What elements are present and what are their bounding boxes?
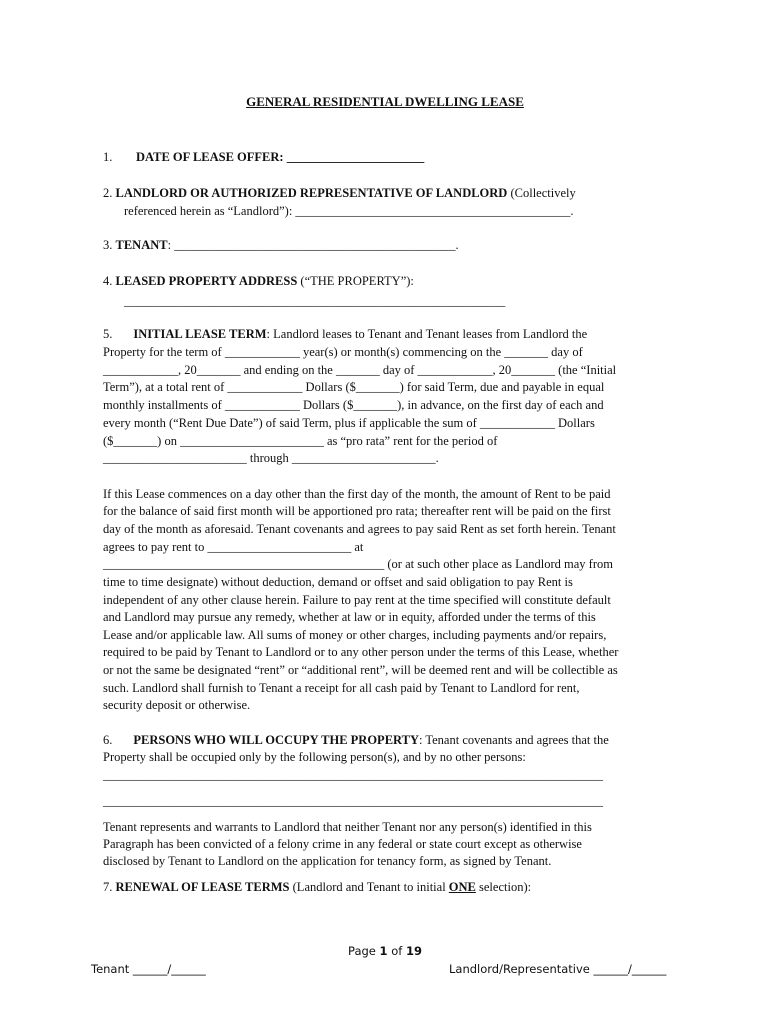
rent-paragraph-line: independent of any other clause herein. Failure to pay rent at the time specified will constitute default	[103, 593, 611, 607]
rent-paragraph-line: time to time designate) without deduction, demand or offset and said obligation to pay Rent is	[103, 575, 573, 589]
representation-paragraph-line: disclosed by Tenant to Landlord on the application for tenancy form, as signed by Tenant.	[103, 854, 552, 868]
page-of: of	[387, 944, 406, 958]
rent-paragraph-line: such. Landlord shall furnish to Tenant a receipt for all cash paid by Tenant to Landlord for rent,	[103, 681, 580, 695]
rent-paragraph-line: If this Lease commences on a day other than the first day of the month, the amount of Rent to be paid	[103, 487, 611, 501]
section-5-line: ($_______) on _______________________ as “pro rata” rent for the period of	[103, 434, 498, 448]
page-current: 1	[379, 944, 388, 958]
section-4-number: 4.	[103, 274, 113, 288]
section-1-label: DATE OF LEASE OFFER: ______________________	[136, 150, 425, 164]
section-5-label: INITIAL LEASE TERM	[133, 327, 267, 341]
section-5-line: Property for the term of ____________ year(s) or month(s) commencing on the _______ day of	[103, 345, 583, 359]
page-prefix: Page	[348, 944, 380, 958]
section-4-label: LEASED PROPERTY ADDRESS	[115, 274, 298, 288]
section-5-line: every month (“Rent Due Date”) of said Term, plus if applicable the sum of ____________ Dollars	[103, 416, 595, 430]
section-5-line: ____________, 20_______ and ending on the _______ day of ____________, 20_______ (the “Initial	[103, 363, 617, 377]
rent-paragraph-line: day of the month as aforesaid. Tenant covenants and agrees to pay said Rent as set forth herein. Tenant	[103, 522, 616, 536]
section-5-rest: : Landlord leases to Tenant and Tenant leases from Landlord the	[266, 327, 588, 341]
section-4-blank: _____________________________________________________________	[124, 294, 506, 308]
representation-paragraph-line: Paragraph has been convicted of a felony crime in any federal or state court except as otherwise	[103, 837, 582, 851]
section-4-rest: (“THE PROPERTY”):	[297, 274, 414, 288]
section-6-line-2: Property shall be occupied only by the following person(s), and by no other persons:	[103, 750, 526, 764]
section-7-emphasis: ONE	[448, 880, 476, 894]
section-2-label: LANDLORD OR AUTHORIZED REPRESENTATIVE OF LANDLORD	[115, 186, 508, 200]
document-title: GENERAL RESIDENTIAL DWELLING LEASE	[246, 94, 524, 109]
tenant-initials: Tenant ______/______	[91, 962, 206, 976]
page-total: 19	[405, 944, 422, 958]
section-3-rest: : _____________________________________________.	[167, 238, 459, 252]
occupant-blank-1: ________________________________________________________________________________	[103, 768, 603, 782]
section-5-line: Term”), at a total rent of ____________ Dollars ($_______) for said Term, due and payable in equal	[103, 380, 605, 394]
section-5-number: 5.	[103, 327, 113, 341]
rent-paragraph-line: and Landlord may pursue any remedy, whether at law or in equity, afforded under the terms of this	[103, 610, 596, 624]
section-5-line-1	[103, 327, 587, 342]
page-number	[0, 944, 770, 959]
section-3-label: TENANT	[115, 238, 168, 252]
representation-paragraph-line: Tenant represents and warrants to Landlord that neither Tenant nor any person(s) identified in this	[103, 820, 592, 834]
section-7-line	[103, 880, 531, 895]
section-1-number: 1.	[103, 150, 113, 164]
section-6-line-1	[103, 733, 609, 748]
rent-paragraph-line: for the balance of said first month will be apportioned pro rata; thereafter rent will be paid on the first	[103, 504, 611, 518]
section-7-mid: (Landlord and Tenant to initial	[289, 880, 449, 894]
section-7-end: selection):	[475, 880, 532, 894]
section-2-line-1	[103, 186, 576, 201]
section-7-label: RENEWAL OF LEASE TERMS	[115, 880, 290, 894]
section-3-number: 3.	[103, 238, 113, 252]
section-2-rest: (Collectively	[507, 186, 576, 200]
section-2-number: 2.	[103, 186, 113, 200]
rent-paragraph-line: _____________________________________________ (or at such other place as Landlord may from	[103, 557, 613, 571]
occupant-blank-2: ________________________________________________________________________________	[103, 794, 603, 808]
rent-paragraph-line: security deposit or otherwise.	[103, 698, 251, 712]
rent-paragraph-line: Lease and/or applicable law. All sums of money or other charges, including payments and/or repairs,	[103, 628, 607, 642]
section-4-line-1	[103, 274, 414, 289]
section-5-line: _______________________ through _______________________.	[103, 451, 439, 465]
section-6-rest: : Tenant covenants and agrees that the	[418, 733, 609, 747]
section-2-line-2: referenced herein as “Landlord”): ____________________________________________.	[124, 204, 574, 218]
section-5-line: monthly installments of ____________ Dollars ($_______), in advance, on the first day of each and	[103, 398, 604, 412]
rent-paragraph-line: required to be paid by Tenant to Landlord or to any other person under the terms of this Lease, whether	[103, 645, 619, 659]
section-6-number: 6.	[103, 733, 113, 747]
section-6-label: PERSONS WHO WILL OCCUPY THE PROPERTY	[133, 733, 419, 747]
landlord-initials: Landlord/Representative ______/______	[449, 962, 667, 976]
section-3-line	[103, 238, 459, 253]
rent-paragraph-line: or not the same be designated “rent” or “additional rent”, will be deemed rent and will be collectible as	[103, 663, 618, 677]
section-7-number: 7.	[103, 880, 113, 894]
rent-paragraph-line: agrees to pay rent to _______________________ at	[103, 540, 364, 554]
